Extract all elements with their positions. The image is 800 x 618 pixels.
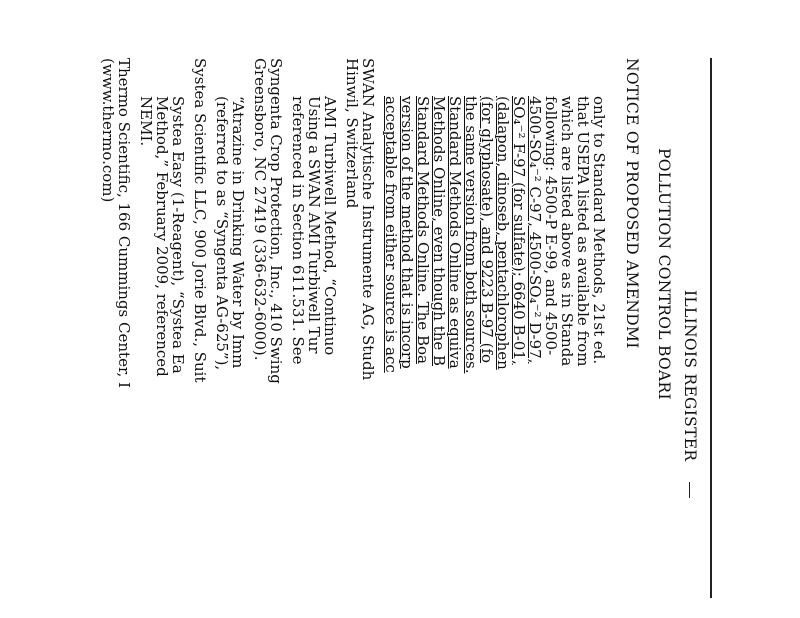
body-line: “Atrazine in Drinking Water by Imm	[229, 96, 247, 369]
rotated-page	[92, 58, 712, 598]
body-line: Standard Methods Online. The Boa	[414, 96, 432, 364]
body-line: Greensboro, NC 27419 (336-632-6000).	[251, 58, 269, 361]
body-line: Systea Easy (1-Reagent), “Systea Ea	[169, 96, 187, 374]
body-line: that USEPA listed as available from	[574, 96, 592, 367]
body-line: AMI Turbiwell Method, “Continuo	[321, 96, 339, 356]
top-rule	[710, 58, 712, 598]
body-line: only to Standard Methods, 21st ed.	[590, 96, 608, 365]
body-line: referenced in Section 611.531. See	[289, 96, 307, 365]
body-line: Methods Online, even though the B	[430, 96, 448, 367]
body-line: version of the method that is incorp	[398, 96, 416, 369]
board-title: POLLUTION CONTROL BOARI	[655, 148, 673, 400]
body-line: Syngenta Crop Protection, Inc., 410 Swing	[267, 58, 285, 384]
body-line: Method,” February 2009, referenced	[153, 96, 171, 377]
body-line: which are listed above as in Standa	[558, 96, 576, 367]
body-line: following: 4500-P E-99, and 4500-	[542, 96, 560, 356]
body-line: (for glyphosate), and 9223 B-97 (fo	[478, 96, 496, 364]
body-line: SO₄⁻² F-97 (for sulfate); 6640 B-01,	[510, 96, 528, 365]
body-line: SWAN Analytische Instrumente AG, Studh	[359, 58, 377, 381]
body-line: (dalapon, dinoseb, pentachlorophen	[494, 96, 512, 370]
body-line: acceptable from either source is acc	[382, 96, 400, 373]
body-line: Hinwil, Switzerland	[343, 58, 361, 209]
body-line: Systea Scientific LLC, 900 Jorie Blvd., Suit	[191, 58, 209, 383]
body-line: Using a SWAN AMI Turbiwell Tur	[305, 96, 323, 354]
body-line: (www.thermo.com)	[99, 58, 117, 203]
body-line: the same version from both sources.	[462, 96, 480, 374]
notice-title: NOTICE OF PROPOSED AMENDMI	[623, 58, 641, 349]
header-trailing-rule	[689, 482, 690, 498]
body-line: Thermo Scientific, 166 Cummings Center, I	[115, 58, 133, 388]
body-line: 4500-SO₄⁻² C-97, 4500-SO₄⁻² D-97,	[526, 96, 544, 364]
header-title: ILLINOIS REGISTER	[681, 290, 699, 462]
body-line: NEMI.	[137, 96, 155, 147]
body-line: Standard Methods Online as equiva	[446, 96, 464, 369]
body-line: (referred to as “Syngenta AG-625”),	[213, 96, 231, 371]
